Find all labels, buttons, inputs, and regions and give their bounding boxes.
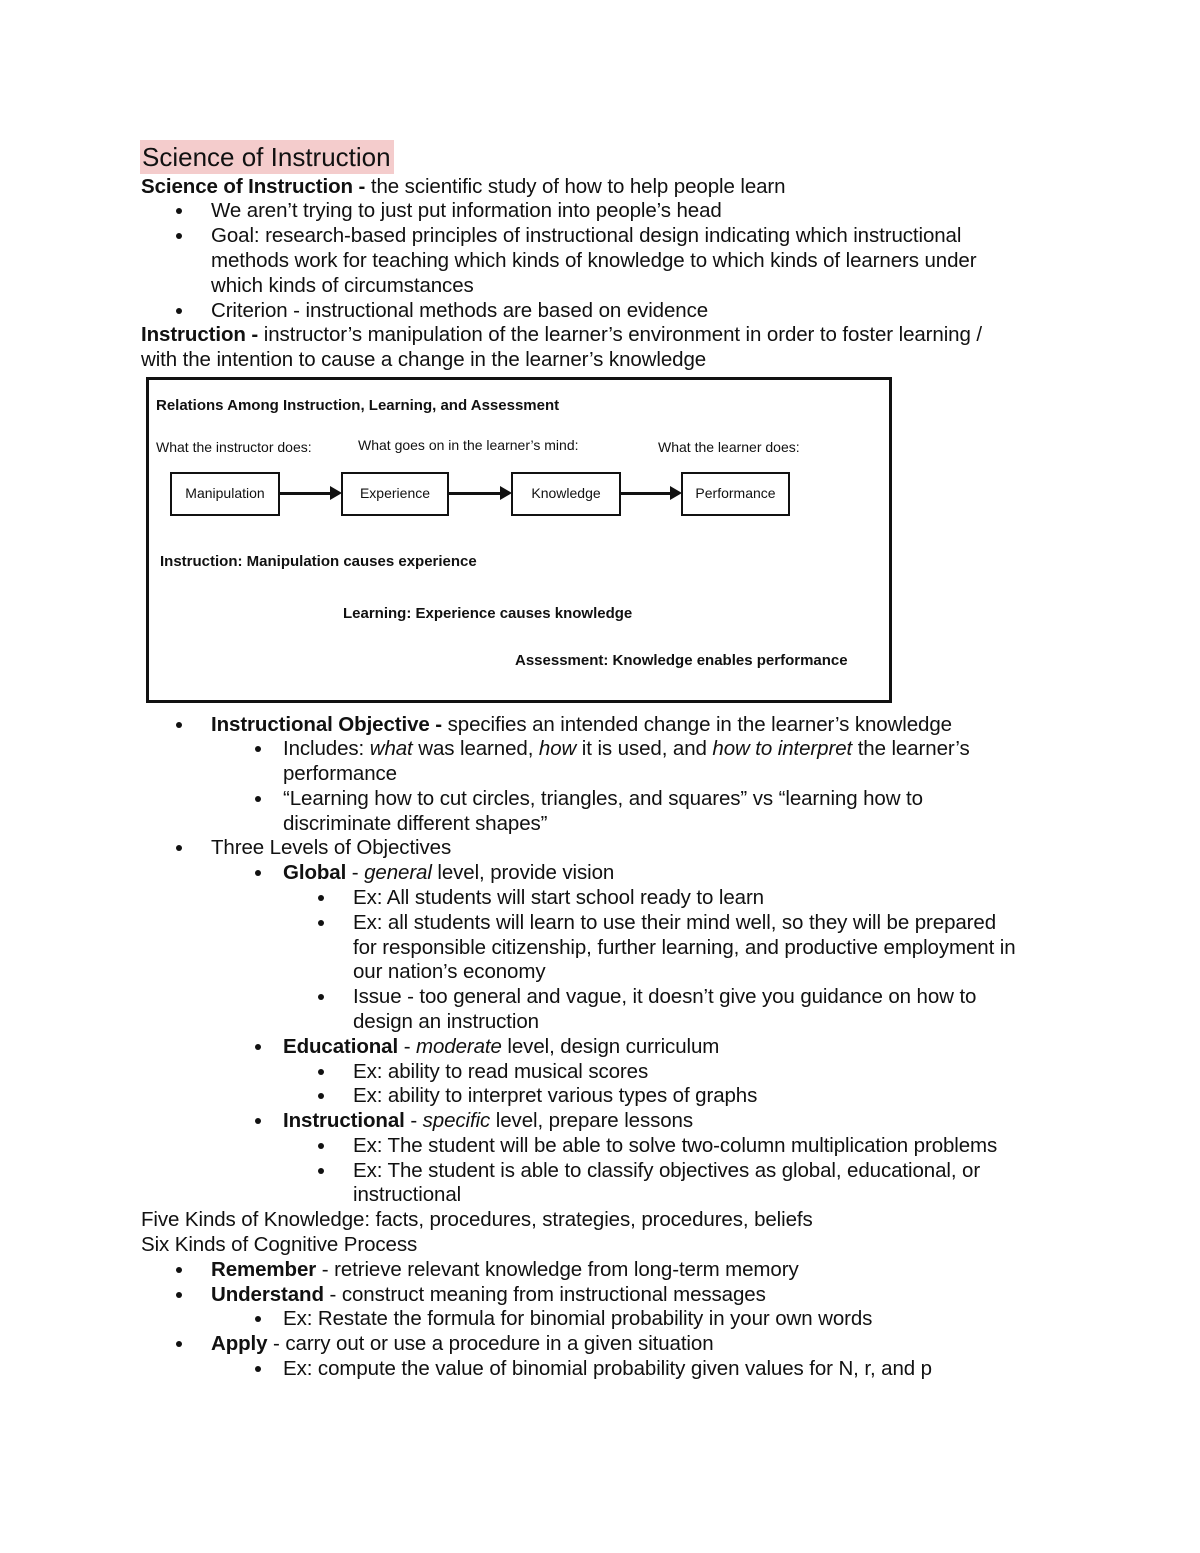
arrow (621, 492, 670, 495)
instruction-statement: Instruction: Manipulation causes experience (160, 553, 477, 570)
list-item: Ex: all students will learn to use their mind well, so they will be prepared (353, 911, 997, 934)
list-item-continued: for responsible citizenship, further learning, and productive employment in (353, 936, 1016, 959)
list-item-continued: which kinds of circumstances (211, 274, 474, 297)
bullet (255, 1118, 261, 1124)
box-manipulation: Manipulation (170, 472, 280, 516)
list-item: Ex: ability to interpret various types of graphs (353, 1084, 758, 1107)
bullet (176, 233, 182, 239)
text: - (346, 861, 365, 884)
bullet (255, 1044, 261, 1050)
bullet (255, 746, 261, 752)
diagram-title: Relations Among Instruction, Learning, and Assessment (156, 397, 560, 414)
emphasis: specific (422, 1109, 491, 1132)
level-educational (283, 1034, 719, 1059)
process-remember (211, 1257, 799, 1282)
bullet (318, 920, 324, 926)
text: it is used, and (576, 737, 713, 760)
definition-science-of-instruction (141, 174, 785, 199)
definition-instruction-continued: with the intention to cause a change in the learner’s knowledge (141, 348, 707, 371)
text: the learner’s (852, 737, 970, 760)
emphasis: moderate (416, 1035, 502, 1058)
bullet (255, 796, 261, 802)
process-apply (211, 1331, 714, 1356)
list-item-continued: performance (283, 762, 397, 785)
emphasis: general (364, 861, 432, 884)
list-item: “Learning how to cut circles, triangles, and squares” vs “learning how to (283, 787, 923, 810)
text: level, provide vision (431, 861, 615, 884)
definition-text: the scientific study of how to help people learn (365, 175, 786, 198)
text: - (404, 1109, 423, 1132)
list-item-continued: our nation’s economy (353, 960, 546, 983)
list-item: Ex: compute the value of binomial probability given values for N, r, and p (283, 1357, 932, 1380)
bullet (255, 1316, 261, 1322)
level-global (283, 860, 614, 885)
list-item-continued: instructional (353, 1183, 462, 1206)
arrow (449, 492, 500, 495)
term: Science of Instruction - (141, 175, 366, 198)
box-performance: Performance (681, 472, 790, 516)
list-item: We aren’t trying to just put information into people’s head (211, 199, 722, 222)
relations-diagram (146, 377, 892, 703)
process-understand (211, 1282, 766, 1307)
text: - (398, 1035, 417, 1058)
emphasis: how to interpret (712, 737, 853, 760)
list-item: Ex: All students will start school ready to learn (353, 886, 764, 909)
bullet (318, 895, 324, 901)
text: Includes: (283, 737, 370, 760)
bullet (176, 1292, 182, 1298)
bullet (318, 1093, 324, 1099)
caption-learner-does: What the learner does: (658, 439, 800, 455)
box-experience: Experience (341, 472, 449, 516)
bullet (318, 994, 324, 1000)
text: - retrieve relevant knowledge from long-term memory (316, 1258, 799, 1281)
bullet (176, 208, 182, 214)
bullet (318, 1069, 324, 1075)
caption-learner-mind: What goes on in the learner’s mind: (358, 437, 579, 453)
list-item: Ex: The student is able to classify objectives as global, educational, or (353, 1159, 981, 1182)
term: Instructional (283, 1109, 405, 1132)
caption-instructor: What the instructor does: (156, 439, 312, 455)
list-item: Criterion - instructional methods are based on evidence (211, 299, 709, 322)
text: level, design curriculum (501, 1035, 720, 1058)
learning-statement: Learning: Experience causes knowledge (343, 605, 633, 622)
page-title: Science of Instruction (140, 140, 394, 174)
bullet (318, 1168, 324, 1174)
list-item-levels: Three Levels of Objectives (211, 836, 452, 859)
list-item-continued: methods work for teaching which kinds of knowledge to which kinds of learners under (211, 249, 977, 272)
term: Educational (283, 1035, 399, 1058)
term: Instructional Objective - (211, 713, 443, 736)
bullet (176, 722, 182, 728)
arrow (280, 492, 330, 495)
five-kinds-of-knowledge: Five Kinds of Knowledge: facts, procedures, strategies, procedures, beliefs (141, 1208, 813, 1231)
text: level, prepare lessons (490, 1109, 694, 1132)
bullet (318, 1143, 324, 1149)
list-item: Ex: The student will be able to solve two-column multiplication problems (353, 1134, 998, 1157)
text: - carry out or use a procedure in a given situation (267, 1332, 714, 1355)
level-instructional (283, 1108, 693, 1133)
text: - construct meaning from instructional messages (323, 1283, 766, 1306)
list-item: Goal: research-based principles of instructional design indicating which instructional (211, 224, 962, 247)
term: Understand (211, 1283, 324, 1306)
list-item-objective (211, 712, 952, 737)
bullet (176, 845, 182, 851)
term: Remember (211, 1258, 317, 1281)
bullet (176, 1267, 182, 1273)
list-item-includes (283, 736, 970, 761)
list-item: Issue - too general and vague, it doesn’t give you guidance on how to (353, 985, 977, 1008)
assessment-statement: Assessment: Knowledge enables performance (515, 652, 848, 669)
bullet (255, 1366, 261, 1372)
definition-text: specifies an intended change in the learner’s knowledge (442, 713, 952, 736)
emphasis: what (369, 737, 413, 760)
list-item: Ex: ability to read musical scores (353, 1060, 649, 1083)
list-item: Ex: Restate the formula for binomial probability in your own words (283, 1307, 873, 1330)
term: Global (283, 861, 347, 884)
definition-instruction (141, 322, 982, 347)
definition-text: instructor’s manipulation of the learner’s environment in order to foster learning / (258, 323, 982, 346)
six-kinds-heading: Six Kinds of Cognitive Process (141, 1233, 418, 1256)
term: Apply (211, 1332, 268, 1355)
emphasis: how (538, 737, 577, 760)
bullet (176, 1341, 182, 1347)
list-item-continued: discriminate different shapes” (283, 812, 548, 835)
bullet (176, 308, 182, 314)
term: Instruction - (141, 323, 259, 346)
box-knowledge: Knowledge (511, 472, 621, 516)
bullet (255, 870, 261, 876)
text: was learned, (412, 737, 539, 760)
list-item-continued: design an instruction (353, 1010, 539, 1033)
